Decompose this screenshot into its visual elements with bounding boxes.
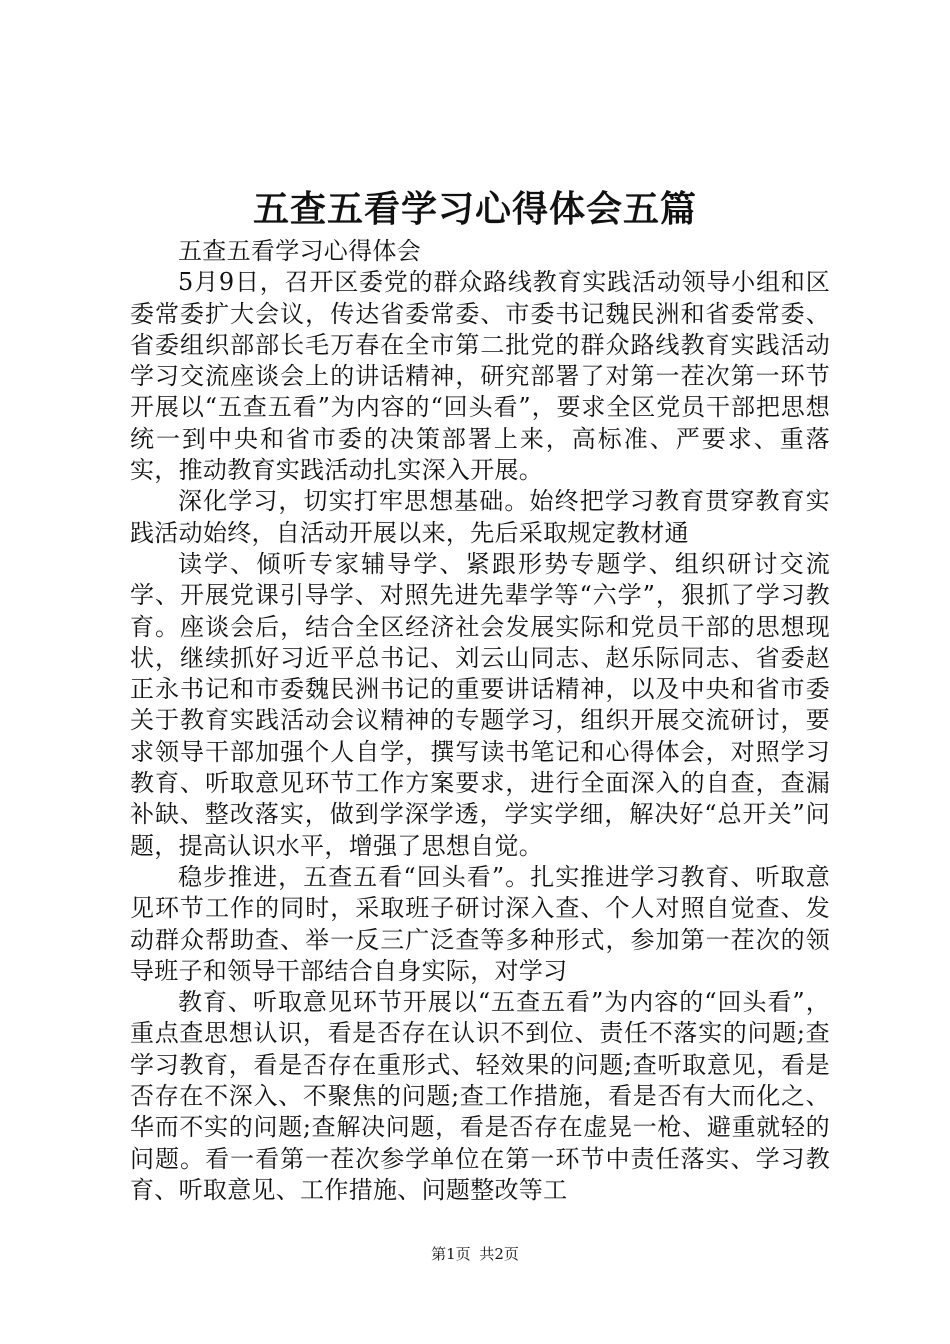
- document-body: [130, 236, 830, 1206]
- paragraph-subtitle: 五查五看学习心得体会: [178, 237, 421, 265]
- paragraph: 教育、听取意见环节开展以“五查五看”为内容的“回头看”，重点查思想认识，看是否存在认识不到位、责任不落实的问题;查学习教育，看是否存在重形式、轻效果的问题;查听取意见，看是否存在不深入、不聚焦的问题;查工作措施，看是否有大而化之、华而不实的问题;查解决问题，看是否存在虚晃一枪、避重就轻的问题。看一看第一茬次参学单位在第一环节中责任落实、学习教育、听取意见、工作措施、问题整改等工: [130, 988, 830, 1204]
- paragraph: 5月9日，召开区委党的群众路线教育实践活动领导小组和区委常委扩大会议，传达省委常委、市委书记魏民洲和省委常委、省委组织部部长毛万春在全市第二批党的群众路线教育实践活动学习交流座谈会上的讲话精神，研究部署了对第一茬次第一环节开展以“五查五看”为内容的“回头看”，要求全区党员干部把思想统一到中央和省市委的决策部署上来，高标准、严要求、重落实，推动教育实践活动扎实深入开展。: [130, 268, 830, 485]
- page-footer: [0, 1244, 950, 1264]
- paragraph: 稳步推进，五查五看“回头看”。扎实推进学习教育、听取意见环节工作的同时，采取班子研讨深入查、个人对照自觉查、发动群众帮助查、举一反三广泛查等多种形式，参加第一茬次的领导班子和领导干部结合自身实际，对学习: [130, 862, 830, 985]
- page-number: 第1页: [431, 1245, 471, 1263]
- paragraph: 深化学习，切实打牢思想基础。始终把学习教育贯穿教育实践活动始终，自活动开展以来，先后采取规定教材通: [130, 487, 830, 547]
- page-title: 五查五看学习心得体会五篇: [252, 188, 697, 230]
- page-total: 共2页: [479, 1245, 519, 1263]
- paragraph: 读学、倾听专家辅导学、紧跟形势专题学、组织研讨交流学、开展党课引导学、对照先进先辈学等“六学”，狠抓了学习教育。座谈会后，结合全区经济社会发展实际和党员干部的思想现状，继续抓好习近平总书记、刘云山同志、赵乐际同志、省委赵正永书记和市委魏民洲书记的重要讲话精神，以及中央和省市委关于教育实践活动会议精神的专题学习，组织开展交流研讨，要求领导干部加强个人自学，撰写读书笔记和心得体会，对照学习教育、听取意见环节工作方案要求，进行全面深入的自查，查漏补缺、整改落实，做到学深学透，学实学细，解决好“总开关”问题，提高认识水平，增强了思想自觉。: [130, 549, 830, 860]
